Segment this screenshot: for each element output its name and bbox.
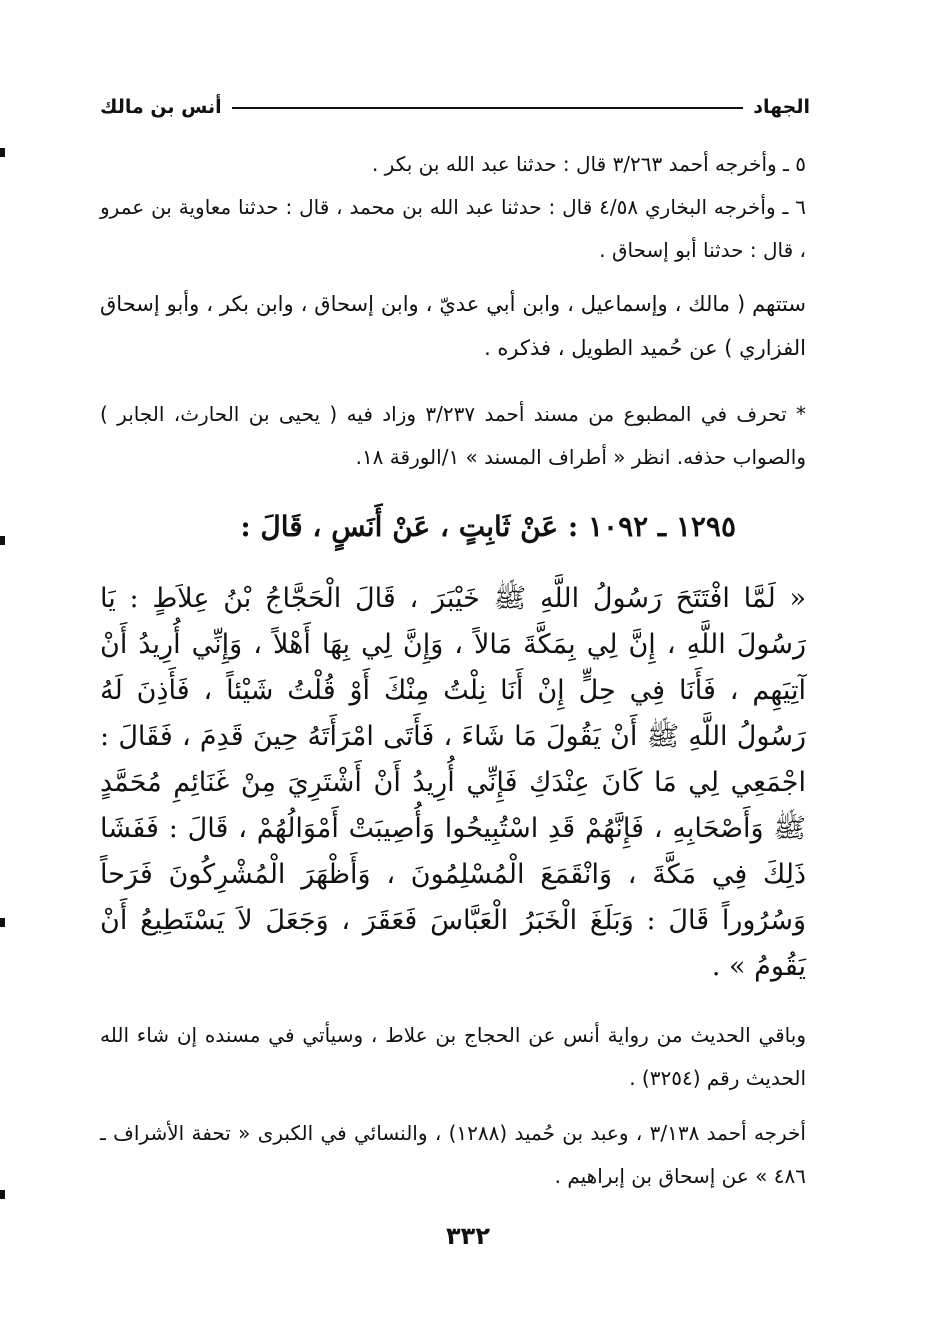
correction-note: * تحرف في المطبوع من مسند أحمد ٣/٢٣٧ وزاد فيه ( يحيى بن الحارث، الجابر ) والصواب حذفه. انظر « أطراف المسند » ١/الورقة ١٨.: [100, 402, 807, 469]
page-number: ٣٣٢: [446, 1222, 490, 1250]
hadith-text: « لَمَّا افْتَتَحَ رَسُولُ اللَّهِ ﷺ خَيْبَرَ ، قَالَ الْحَجَّاجُ بْنُ عِلاَطٍ : يَا رَسُولَ اللَّهِ ، إِنَّ لِي بِمَكَّةَ مَالاً ، وَإِنَّ لِي بِهَا أَهْلاً ، وَإِنِّي أُرِيدُ أَنْ آتِيَهِم ، فَأَنَا فِي حِلٍّ إِنْ أَنَا نِلْتُ مِنْكَ أَوْ قُلْتُ شَيْئاً ، فَأَذِنَ لَهُ رَسُولُ اللَّهِ ﷺ أَنْ يَقُولَ مَا شَاءَ ، فَأَتَى امْرَأَتَهُ حِينَ قَدِمَ ، فَقَالَ : اجْمَعِي لِي مَا كَانَ عِنْدَكِ فَإِنِّي أُرِيدُ أَنْ أَشْتَرِيَ مِنْ غَنَائِمِ مُحَمَّدٍ ﷺ وَأَصْحَابِهِ ، فَإِنَّهُمْ قَدِ اسْتُبِيحُوا وَأُصِيبَتْ أَمْوَالُهُمْ ، قَالَ : فَفَشَا ذَلِكَ فِي مَكَّةَ ، وَانْقَمَعَ الْمُسْلِمُونَ ، وَأَظْهَرَ الْمُشْرِكُونَ فَرَحاً وَسُرُوراً قَالَ : وَبَلَغَ الْخَبَرُ الْعَبَّاسَ فَعَقَرَ ، وَجَعَلَ لاَ يَسْتَطِيعُ أَنْ يَقُومُ » .: [100, 583, 806, 982]
footnote-6: ٦ ـ وأخرجه البخاري ٤/٥٨ قال : حدثنا عبد الله بن محمد ، قال : حدثنا معاوية بن عمرو ، قال : حدثنا أبو إسحاق .: [100, 195, 806, 262]
margin-mark: [0, 1190, 5, 1199]
hadith-number-and-chain: ١٢٩٥ ـ ١٠٩٢ : عَنْ ثَابِتٍ ، عَنْ أَنَسٍ ، قَالَ :: [240, 510, 736, 543]
margin-mark: [0, 536, 5, 545]
remainder-note: وباقي الحديث من رواية أنس عن الحجاج بن علاط ، وسيأتي في مسنده إن شاء الله الحديث رقم (٣٢٥٤) .: [100, 1023, 806, 1090]
narrators-summary: ستتهم ( مالك ، وإسماعيل ، وابن أبي عديّ ، وابن إسحاق ، وابن بكر ، وأبو إسحاق الفزاري ) عن حُميد الطويل ، فذكره .: [100, 292, 806, 360]
running-header: [100, 86, 810, 118]
footnote-5: ٥ ـ وأخرجه أحمد ٣/٢٦٣ قال : حدثنا عبد الله بن بكر .: [371, 152, 806, 176]
margin-mark: [0, 918, 5, 927]
book-title: أنس بن مالك: [100, 96, 222, 118]
chapter-title: الجهاد: [753, 96, 810, 118]
hadith-heading: [100, 510, 736, 543]
margin-mark: [0, 148, 5, 157]
header-rule: [232, 107, 744, 109]
sources-note: أخرجه أحمد ٣/١٣٨ ، وعبد بن حُميد (١٢٨٨) ، والنسائي في الكبرى « تحفة الأشراف ـ ٤٨٦ » عن إسحاق بن إبراهيم .: [100, 1121, 806, 1188]
